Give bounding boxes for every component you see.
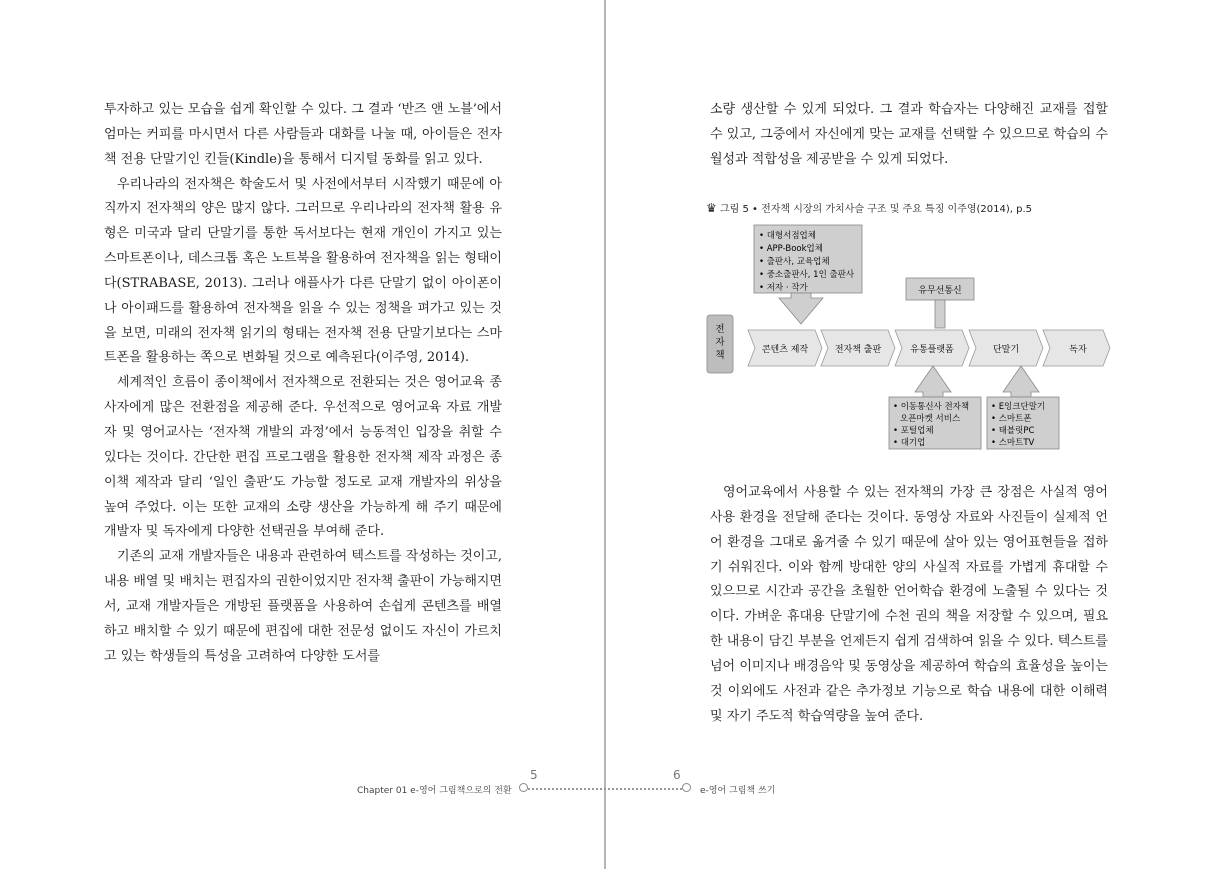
bottom-right-item: • 태블릿PC — [991, 426, 1035, 436]
right-page-top — [710, 98, 1108, 173]
paragraph: 우리나라의 전자책은 학술도서 및 사전에서부터 시작했기 때문에 아직까지 전자책의 양은 많지 않다. 그러므로 우리나라의 전자책 활용 유형은 미국과 달리 단말기를 통한 독서보다는 현재 개인이 가지고 있는 스마트폰이나, 데스크톱 혹은 노트북을 활용하여 전자책을 읽는 형태이다(STRABASE, 2013). 그러나 애플사가 다른 단말기 없이 아이폰이나 아이패드를 활용하여 전자책을 읽을 수 있는 정책을 펴가고 있는 것을 보면, 미래의 전자책 읽기의 형태는 전자책 전용 단말기보다는 스마트폰을 활용하는 쪽으로 변화될 것으로 예측된다(이주영, 2014). — [104, 176, 502, 366]
top-box-item: • 저자 · 작가 — [759, 283, 808, 293]
page-number-right: 6 — [673, 768, 681, 782]
crown-icon: ♛ — [706, 201, 717, 215]
top-box-item: • 중소출판사, 1인 출판사 — [759, 270, 855, 280]
connector-bar — [935, 300, 945, 328]
paragraph: 기존의 교재 개발자들은 내용과 관련하여 텍스트를 작성하는 것이고, 내용 배열 및 배치는 편집자의 권한이었지만 전자책 출판이 가능해지면서, 교재 개발자들은 개방된 플랫폼을 사용하여 손쉽게 콘텐츠를 배열하고 배치할 수 있기 때문에 편집에 대한 전문성 없이도 자신이 가르치고 있는 학생들의 특성을 고려하여 다양한 도서를 — [104, 549, 502, 664]
bottom-left-item: 오픈마켓 서비스 — [900, 414, 961, 424]
side-label-char: 책 — [715, 350, 725, 361]
right-page-bottom — [710, 481, 1108, 729]
bottom-left-item: • 이동통신사 전자책 — [893, 402, 970, 412]
chain-step-label: 유통플랫폼 — [910, 345, 954, 355]
bottom-right-item: • E잉크단말기 — [991, 402, 1046, 412]
telecom-label: 유무선통신 — [918, 286, 962, 296]
side-label-char: 전 — [715, 324, 725, 335]
chain-step-label: 전자책 출판 — [834, 345, 882, 355]
bottom-right-item: • 스마트TV — [991, 438, 1035, 448]
page-footer — [0, 770, 1211, 810]
up-arrow — [1003, 366, 1039, 397]
page-number-left: 5 — [530, 768, 538, 782]
footer-circle — [519, 783, 528, 792]
figure-caption-text: 그림 5 • 전자책 시장의 가치사슬 구조 및 주요 특징 이주영(2014), p.5 — [719, 204, 1033, 215]
bottom-left-item: • 대기업 — [893, 438, 926, 448]
chain-row — [748, 330, 1110, 366]
value-chain-diagram — [705, 220, 1111, 455]
chain-step-label: 단말기 — [992, 345, 1020, 355]
footer-book-title: e-영어 그림책 쓰기 — [700, 786, 776, 796]
paragraph: 세계적인 흐름이 종이책에서 전자책으로 전환되는 것은 영어교육 종사자에게 많은 전환점을 제공해 준다. 우선적으로 영어교육 자료 개발자 및 영어교사는 ‘전자책 개발의 과정’에서 능동적인 입장을 취할 수 있다는 것이다. 간단한 편집 프로그램을 활용한 전자책 제작 과정은 종이책 제작과 달리 ‘일인 출판’도 가능할 정도로 교재 개발자의 위상을 높여 주었다. 이는 또한 교재의 소량 생산을 가능하게 해 주기 때문에 개발자 및 독자에게 다양한 선택권을 부여해 준다. — [104, 375, 502, 540]
top-box-item: • 대형서점업체 — [759, 231, 816, 241]
down-arrow — [779, 293, 823, 324]
footer-chapter-title: Chapter 01 e-영어 그림책으로의 전환 — [357, 786, 512, 796]
paragraph: 투자하고 있는 모습을 쉽게 확인할 수 있다. 그 결과 ‘반즈 앤 노블’에서 엄마는 커피를 마시면서 다른 사람들과 대화를 나눌 때, 아이들은 전자책 전용 단말기인 킨들(Kindle)을 통해서 디지털 동화를 읽고 있다. — [104, 102, 502, 167]
side-label-char: 자 — [715, 337, 725, 348]
top-box-item: • APP-Book업체 — [759, 244, 823, 254]
book-spine — [604, 0, 606, 869]
bottom-left-item: • 포털업체 — [893, 426, 934, 436]
figure-caption — [706, 200, 1032, 215]
chain-step-label: 독자 — [1069, 345, 1087, 355]
top-box-item: • 출판사, 교육업체 — [759, 257, 830, 267]
up-arrow — [915, 366, 951, 397]
chain-step-label: 콘텐츠 제작 — [761, 345, 809, 355]
footer-circle — [682, 783, 691, 792]
paragraph: 소량 생산할 수 있게 되었다. 그 결과 학습자는 다양해진 교재를 접할 수 있고, 그중에서 자신에게 맞는 교재를 선택할 수 있으므로 학습의 수월성과 적합성을 제공받을 수 있게 되었다. — [710, 102, 1108, 167]
footer-dotted-line — [528, 788, 682, 790]
left-page-body — [104, 98, 502, 669]
paragraph: 영어교육에서 사용할 수 있는 전자책의 가장 큰 장점은 사실적 영어사용 환경을 전달해 준다는 것이다. 동영상 자료와 사진들이 실제적 언어 환경을 그대로 옮겨줄 수 있기 때문에 살아 있는 영어표현들을 접하기 쉬워진다. 이와 함께 방대한 양의 사실적 자료를 가볍게 휴대할 수 있으므로 시간과 공간을 초월한 언어학습 환경에 노출될 수 있다는 것이다. 가벼운 휴대용 단말기에 수천 권의 책을 저장할 수 있으며, 필요한 내용이 담긴 부분을 언제든지 쉽게 검색하여 읽을 수 있다. 텍스트를 넘어 이미지나 배경음악 및 동영상을 제공하여 학습의 효율성을 높이는 것 이외에도 사전과 같은 추가정보 기능으로 학습 내용에 대한 이해력 및 자기 주도적 학습역량을 높여 준다. — [710, 485, 1108, 724]
bottom-right-item: • 스마트폰 — [991, 414, 1032, 424]
